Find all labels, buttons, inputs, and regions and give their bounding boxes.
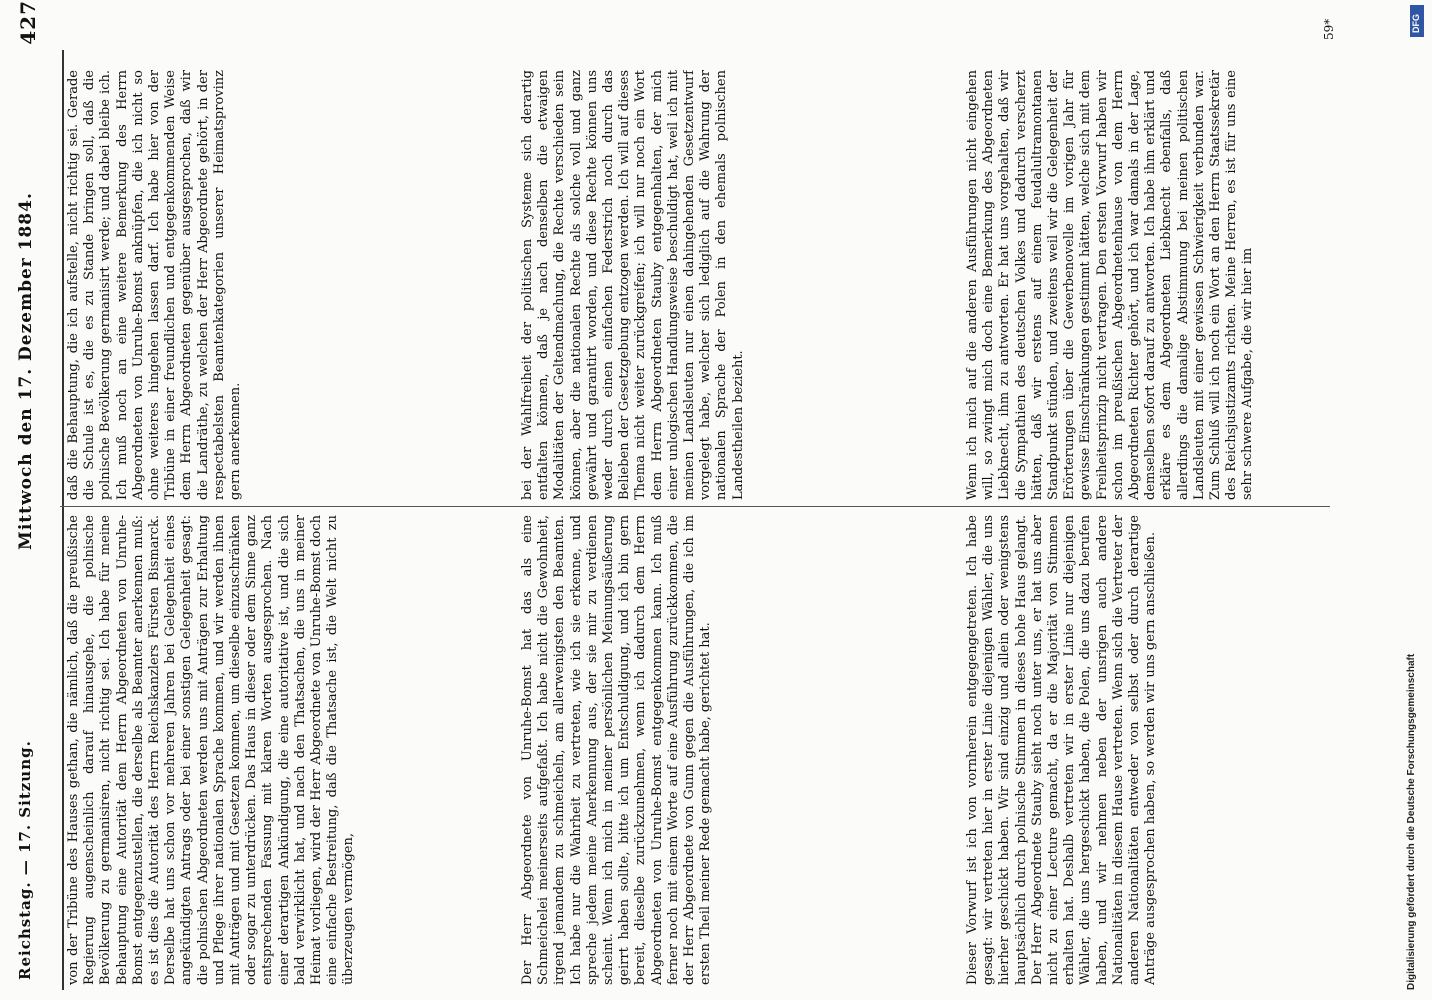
column-text: Wenn ich mich auf die anderen Ausführungen nicht eingehen will, so zwingt mich doch eine Bemerkung des Abgeordneten Liebknecht, ihm zu antworten. Er hat uns vorgehalten, daß wir die Sympathien des deutschen Volkes und dadurch verscherzt hätten, daß wir erstens auf einem feudalultramontanen Standpunkt stünden, und zweitens weil wir die Gelegenheit der Erörterungen über die Gewerbenovelle im vorigen Jahr für gewisse Einschränkungen gestimmt hätten, welche sich mit dem Freiheitsprinzip nicht vertragen. Den ersten Vorwurf haben wir schon im preußischen Abgeordnetenhause von dem Herrn Abgeordneten Richter gehört, und ich war damals in der Lage, demselben sofort darauf zu antworten. Ich habe ihm erklärt und erkläre es dem Abgeordneten Liebknecht ebenfalls, daß allerdings die damalige Abstimmung bei meinen politischen Landsleuten mit einer gewissen Schwierigkeit verbunden war. Zum Schluß will ich noch ein Wort an den Herrn Staatssekretär des Reichsjustizamts richten. Meine Herren, es ist für uns eine sehr schwere Aufgabe, die wir hier im (965, 70, 1256, 500)
page-number: 427 (16, 0, 40, 45)
text-column-4 (520, 70, 960, 500)
column-text: Dieser Vorwurf ist ich von vornherein entgegengetreten. Ich habe gesagt: wir vertreten hier in erster Linie diejenigen Wähler, die uns hierher geschickt haben. Wir sind einzig und allein oder wenigstens hauptsächlich durch polnische Stimmen in dieses hohe Haus gelangt. Der Herr Abgeordnete Stauby sieht noch unter uns, er hat uns aber nicht zu einer Lecture gemacht, da er die Majorität von Stimmen erhalten hat. Deshalb vertreten wir in erster Linie nur diejenigen Wähler, die uns hergeschickt haben, die Polen, die uns dazu berufen haben, und wir nehmen neben der unsrigen auch andere Nationalitäten in diesem Hause vertreten. Wenn sich die Vertreter der anderen Nationalitäten entweder von selbst oder durch derartige Anträge ausgesprochen haben, so werden wir uns gern anschließen. (965, 515, 1159, 985)
header-session: Reichstag. — 17. Sitzung. (16, 740, 34, 980)
header-rule (62, 50, 64, 990)
column-text: bei der Wahlfreiheit der politischen Systeme sich derartig entfalten können, daß je nach denselben die etwaigen Modalitäten der Geltendmachung, die Rechte verschieden sein können, aber die nationalen Rechte als solche voll und ganz gewährt und garantirt worden, und diese Rechte können uns weder durch einen einfachen Federstrich noch durch das Belieben der Gesetzgebung entzogen werden. Ich will auf dieses Thema nicht weiter zurückgreifen; ich will nur noch ein Wort dem Herrn Abgeordneten Stauby entgegenhalten, der mich einer unlogischen Handlungsweise beschuldigt hat, weil ich mit meinen Landsleuten nur einen dahingehenden Gesetzentwurf vorgelegt habe, welcher sich lediglich auf die Wahrung der nationalen Sprache der Polen in den ehemals polnischen Landestheilen bezieht. (520, 70, 746, 500)
dfg-logo (1410, 5, 1424, 37)
column-text: von der Tribüne des Hauses gethan, die nämlich, daß die preußische Regierung augenscheinlich darauf hinausgehe, die polnische Bevölkerung zu germanisiren, nicht richtig sei. Ich habe für meine Behauptung eine Autorität dem Herrn Abgeordneten von Unruhe-Bomst entgegenzustellen, die derselbe als Beamter anerkennen muß: es ist dies die Autorität des Herrn Reichskanzlers Fürsten Bismarck. Derselbe hat uns schon vor mehreren Jahren bei Gelegenheit eines angekündigten Antrags oder bei einer sonstigen Gelegenheit gesagt: die polnischen Abgeordneten werden uns mit Anträgen zur Erhaltung und Pflege ihrer nationalen Sprache kommen, und wir werden ihnen mit Anträgen und mit Gesetzen kommen, um dieselbe einzuschränken oder sogar zu unterdrücken. Das Haus in dieser oder dem Sinne ganz entsprechenden Fassung mit klaren Worten ausgesprochen. Nach einer derartigen Ankündigung, die eine autoritative ist, und die sich bald verwirklicht hat, und nach den Thatsachen, die uns in meiner Heimat vorliegen, wird der Herr Abgeordnete von Unruhe-Bomst doch eine einfache Bestreitung, daß die Thatsache ist, die Welt nicht zu überzeugen vermögen, (66, 515, 357, 985)
digitization-credit (1398, 0, 1428, 1000)
column-text: Der Herr Abgeordnete von Unruhe-Bomst hat das als eine Schmeichelei meinerseits aufgefaßt. Ich habe nicht die Gewohnheit, irgend jemandem zu schmeicheln, am allerwenigsten den Beamten. Ich habe nur die Wahrheit zu vertreten, wie ich sie erkenne, und spreche jedem meine Anerkennung aus, der sie mir zu verdienen scheint. Wenn ich mich in meiner persönlichen Meinungsäußerung geirrt haben sollte, bitte ich um Entschuldigung, und ich bin gern bereit, dieselbe zurückzunehmen, wenn ich dadurch dem Herrn Abgeordneten von Unruhe-Bomst entgegenkommen kann. Ich muß ferner noch mit einem Worte auf eine Ausführung zurückkommen, die der Herr Abgeordnete von Gunn gegen die Ausführungen, die ich im ersten Theil meiner Rede gemacht habe, gerichtet hat. (520, 515, 714, 985)
running-header (8, 0, 48, 980)
column-divider (60, 506, 1330, 507)
text-column-1 (66, 515, 511, 985)
text-column-3 (520, 515, 960, 985)
text-column-5 (965, 515, 1325, 985)
text-column-2 (66, 70, 511, 500)
column-text: daß die Behauptung, die ich aufstelle, nicht richtig sei. Gerade die Schule ist es, die es zu Stande bringen soll, daß die polnische Bevölkerung germanisirt werde; und dabei bleibe ich. Ich muß noch an eine weitere Bemerkung des Herrn Abgeordneten von Unruhe-Bomst anknüpfen, die ich nicht so ohne weiteres hingehen lassen darf. Ich habe hier von der Tribüne in einer freundlichen und entgegenkommenden Weise dem Herrn Abgeordneten gegenüber ausgesprochen, daß wir die Landräthe, zu welchen der Herr Abgeordnete gehört, in der respectabelsten Beamtenkategorien unserer Heimatsprovinz gern anerkennen. (66, 70, 244, 500)
footer-mark: 59* (1322, 18, 1336, 40)
dfg-logo-text: DFG (1411, 14, 1421, 33)
text-column-6 (965, 70, 1325, 500)
header-date: Mittwoch den 17. Dezember 1884. (16, 192, 36, 550)
credit-text: Digitalisierung gefördert durch die Deutsche Forschungsgemeinschaft (1406, 653, 1417, 990)
